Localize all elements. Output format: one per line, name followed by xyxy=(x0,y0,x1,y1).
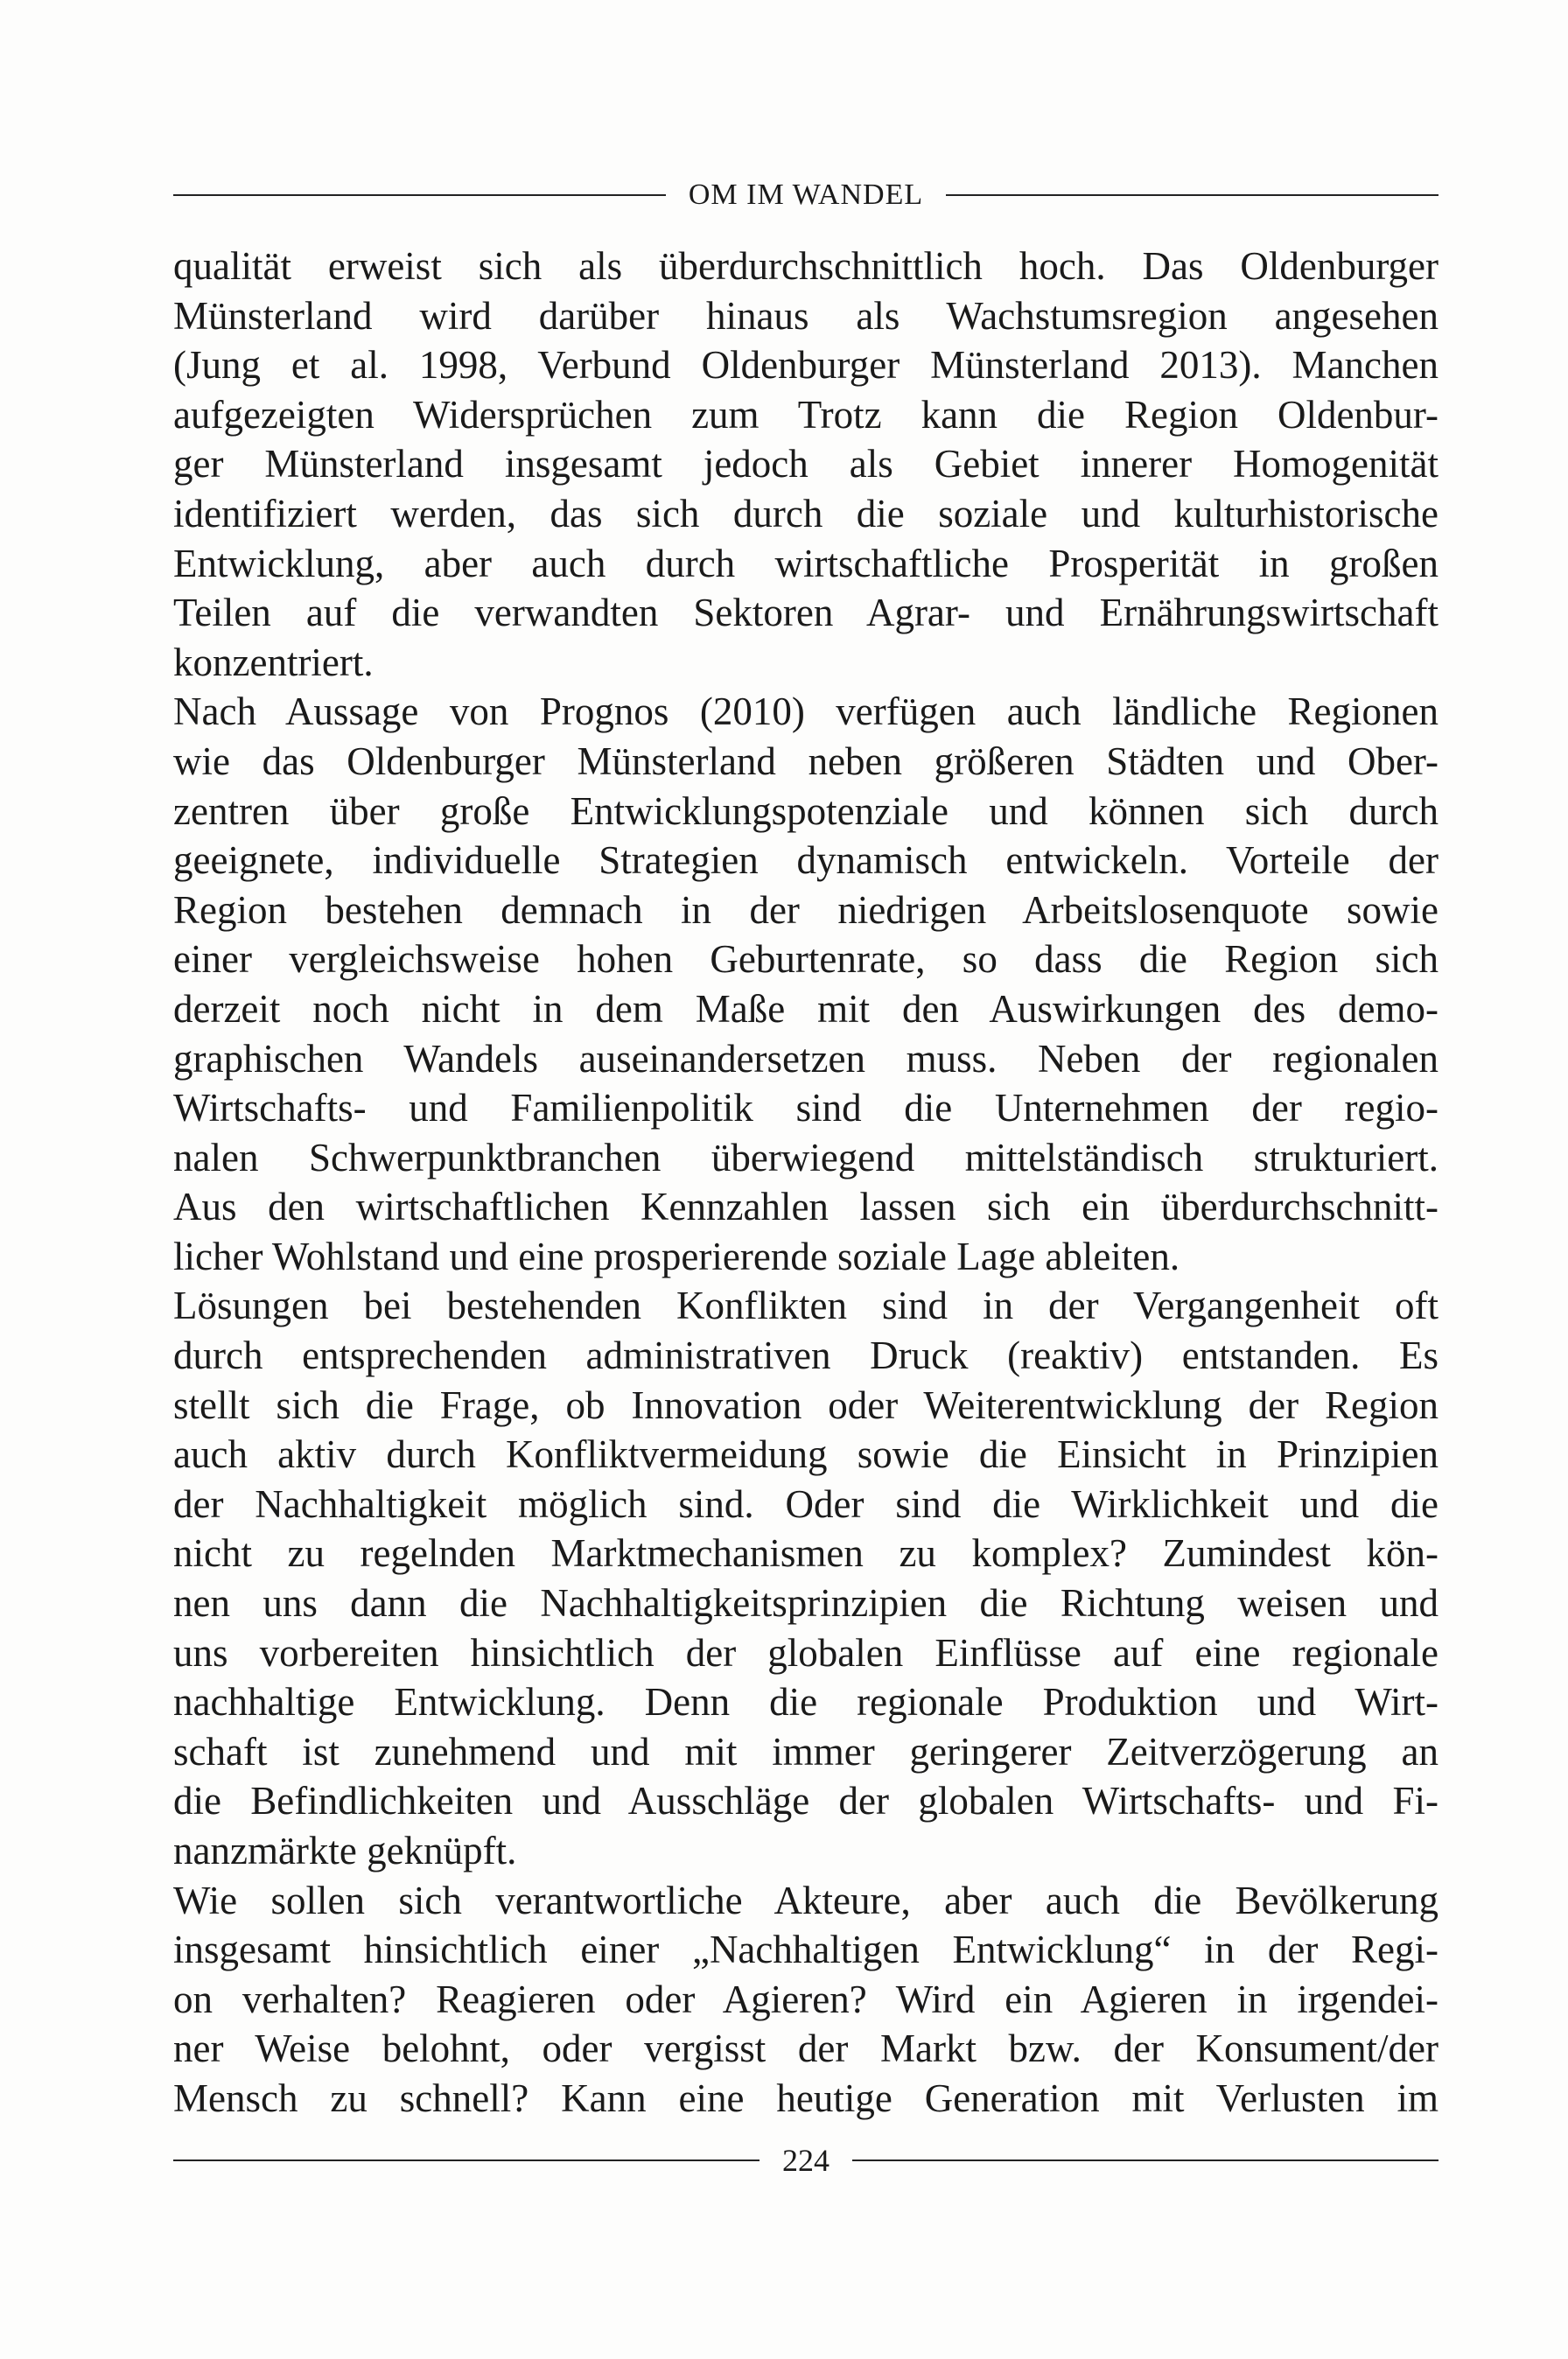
text-line: nen uns dann die Nachhaltigkeitsprinzipien die Richtung weisen und xyxy=(173,1581,1438,1626)
paragraph xyxy=(173,687,1438,1281)
header-rule-right xyxy=(946,194,1438,196)
text-line: Aus den wirtschaftlichen Kennzahlen lassen sich ein überdurchschnitt- xyxy=(173,1185,1438,1229)
paragraph xyxy=(173,242,1438,687)
text-line: die Befindlichkeiten und Ausschläge der globalen Wirtschafts- und Fi- xyxy=(173,1779,1438,1824)
running-header xyxy=(173,173,1438,217)
text-line: aufgezeigten Widersprüchen zum Trotz kann die Region Oldenbur- xyxy=(173,392,1438,437)
text-line: stellt sich die Frage, ob Innovation oder Weiterentwicklung der Region xyxy=(173,1382,1438,1427)
footer-rule-right xyxy=(852,2160,1438,2161)
text-line: ner Weise belohnt, oder vergisst der Markt bzw. der Konsument/der xyxy=(173,2026,1438,2071)
text-line: Lösungen bei bestehenden Konflikten sind in der Vergangenheit oft xyxy=(173,1284,1438,1328)
text-line: Teilen auf die verwandten Sektoren Agrar- und Ernährungswirtschaft xyxy=(173,591,1438,635)
text-line: geeignete, individuelle Strategien dynamisch entwickeln. Vorteile der xyxy=(173,838,1438,883)
text-line: auch aktiv durch Konfliktvermeidung sowie die Einsicht in Prinzipien xyxy=(173,1432,1438,1477)
text-line: nicht zu regelnden Marktmechanismen zu komplex? Zumindest kön- xyxy=(173,1531,1438,1576)
text-line: Nach Aussage von Prognos (2010) verfügen auch ländliche Regionen xyxy=(173,690,1438,734)
header-rule-left xyxy=(173,194,666,196)
text-line: Region bestehen demnach in der niedrigen Arbeitslosenquote sowie xyxy=(173,887,1438,932)
text-line: nalen Schwerpunktbranchen überwiegend mittelständisch strukturiert. xyxy=(173,1135,1438,1180)
text-line: graphischen Wandels auseinandersetzen muss. Neben der regionalen xyxy=(173,1036,1438,1081)
text-line: insgesamt hinsichtlich einer „Nachhaltigen Entwicklung“ in der Regi- xyxy=(173,1928,1438,1972)
paragraph xyxy=(173,1876,1438,2124)
text-line: Münsterland wird darüber hinaus als Wachstumsregion angesehen xyxy=(173,293,1438,338)
text-line: konzentriert. xyxy=(173,640,374,684)
running-header-title: OM IM WANDEL xyxy=(688,178,924,211)
text-line: wie das Oldenburger Münsterland neben größeren Städten und Ober- xyxy=(173,738,1438,783)
text-line: der Nachhaltigkeit möglich sind. Oder sind die Wirklichkeit und die xyxy=(173,1481,1438,1526)
body-text xyxy=(173,242,1438,2124)
text-line: nanzmärkte geknüpft. xyxy=(173,1829,517,1872)
text-line: uns vorbereiten hinsichtlich der globalen Einflüsse auf eine regionale xyxy=(173,1630,1438,1675)
paragraph xyxy=(173,1281,1438,1875)
page-number: 224 xyxy=(782,2143,830,2178)
text-line: on verhalten? Reagieren oder Agieren? Wird ein Agieren in irgendei- xyxy=(173,1977,1438,2021)
text-line: durch entsprechenden administrativen Druck (reaktiv) entstanden. Es xyxy=(173,1334,1438,1378)
text-line: Wie sollen sich verantwortliche Akteure, aber auch die Bevölkerung xyxy=(173,1878,1438,1922)
text-line: einer vergleichsweise hohen Geburtenrate, so dass die Region sich xyxy=(173,937,1438,982)
page-footer xyxy=(173,2138,1438,2182)
text-line: identifiziert werden, das sich durch die soziale und kulturhistorische xyxy=(173,491,1438,536)
text-line: zentren über große Entwicklungspotenziale und können sich durch xyxy=(173,788,1438,833)
text-line: ger Münsterland insgesamt jedoch als Gebiet innerer Homogenität xyxy=(173,442,1438,486)
text-line: (Jung et al. 1998, Verbund Oldenburger Münsterland 2013). Manchen xyxy=(173,343,1438,388)
text-line: Wirtschafts- und Familienpolitik sind die Unternehmen der regio- xyxy=(173,1086,1438,1130)
text-line: Entwicklung, aber auch durch wirtschaftliche Prosperität in großen xyxy=(173,541,1438,585)
text-line: derzeit noch nicht in dem Maße mit den Auswirkungen des demo- xyxy=(173,986,1438,1031)
footer-rule-left xyxy=(173,2160,760,2161)
text-line: schaft ist zunehmend und mit immer geringerer Zeitverzögerung an xyxy=(173,1729,1438,1774)
text-line: nachhaltige Entwicklung. Denn die regionale Produktion und Wirt- xyxy=(173,1680,1438,1725)
text-line: qualität erweist sich als überdurchschnittlich hoch. Das Oldenburger xyxy=(173,244,1438,288)
text-line: licher Wohlstand und eine prosperierende soziale Lage ableiten. xyxy=(173,1234,1180,1278)
text-line: Mensch zu schnell? Kann eine heutige Generation mit Verlusten im xyxy=(173,2076,1438,2120)
